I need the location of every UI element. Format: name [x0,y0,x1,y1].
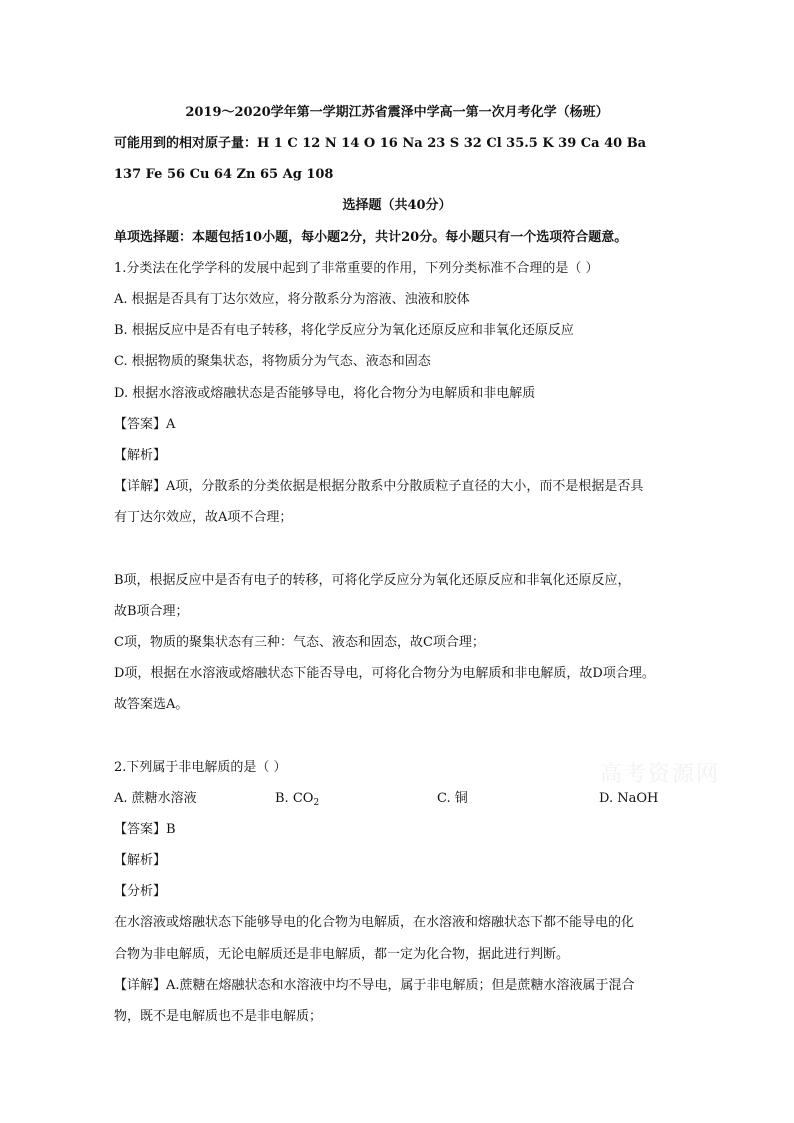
q2-option-a: A. 蔗糖水溶液 [114,791,197,806]
q2-fenxi-2: 合物为非电解质，无论电解质还是非电解质，都一定为化合物，据此进行判断。 [114,947,570,962]
q2-option-c: C. 铜 [437,791,468,806]
q1-answer: 【答案】A [114,417,176,432]
q1-detail-6: D项，根据在水溶液或熔融状态下能否导电，可将化合物分为电解质和非电解质，故D项合理。 [114,666,655,681]
q1-detail-5: C项，物质的聚集状态有三种：气态、液态和固态，故C项合理； [114,635,485,650]
section-instruction: 单项选择题：本题包括10小题，每小题2分，共计20分。每小题只有一个选项符合题意。 [114,230,628,245]
q2-answer: 【答案】B [114,822,176,837]
q2-option-d: D. NaOH [599,791,659,806]
q1-detail-3: B项，根据反应中是否有电子的转移，可将化学反应分为氧化还原反应和非氧化还原反应， [114,573,631,588]
q1-stem: 1.分类法在化学学科的发展中起到了非常重要的作用，下列分类标准不合理的是（ ） [114,261,599,276]
q1-option-c: C. 根据物质的聚集状态，将物质分为气态、液态和固态 [114,354,431,369]
q1-detail-1: 【详解】A项，分散系的分类依据是根据分散系中分散质粒子直径的大小，而不是根据是否具 [114,479,644,494]
q2-detail-2: 物，既不是电解质也不是非电解质； [114,1009,323,1024]
q2-analysis-label: 【解析】 [114,853,167,868]
q1-option-a: A. 根据是否具有丁达尔效应，将分散系分为溶液、浊液和胶体 [114,292,470,307]
q2-fenxi-1: 在水溶液或熔融状态下能够导电的化合物为电解质，在水溶液和熔融状态下都不能导电的化 [114,915,635,930]
section-title: 选择题（共40分） [342,198,452,213]
q2-detail-1: 【详解】A.蔗糖在熔融状态和水溶液中均不导电，属于非电解质；但是蔗糖水溶液属于混合 [114,978,635,993]
q1-detail-4: 故B项合理； [114,604,189,619]
q1-detail-7: 故答案选A。 [114,697,189,712]
q1-option-b: B. 根据反应中是否有电子转移，将化学反应分为氧化还原反应和非氧化还原反应 [114,323,574,338]
q1-option-d: D. 根据水溶液或熔融状态是否能够导电，将化合物分为电解质和非电解质 [114,386,536,401]
atomic-mass-line-2: 137 Fe 56 Cu 64 Zn 65 Ag 108 [114,167,334,182]
page-title: 2019～2020学年第一学期江苏省震泽中学高一第一次月考化学（杨班） [185,105,609,120]
q1-analysis-label: 【解析】 [114,448,167,463]
q2-option-b [275,791,319,807]
watermark: 高考资源网 [600,762,721,787]
atomic-mass-line-1: 可能用到的相对原子量：H 1 C 12 N 14 O 16 Na 23 S 32 Cl 35.5 K 39 Ca 40 Ba [114,136,647,151]
q2-fenxi-label: 【分析】 [114,884,167,899]
q2-option-b-subscript: 2 [313,798,320,808]
q1-detail-2: 有丁达尔效应，故A项不合理； [114,510,293,525]
q2-stem: 2.下列属于非电解质的是（ ） [114,760,287,775]
q2-option-b-formula: B. CO [275,791,314,806]
